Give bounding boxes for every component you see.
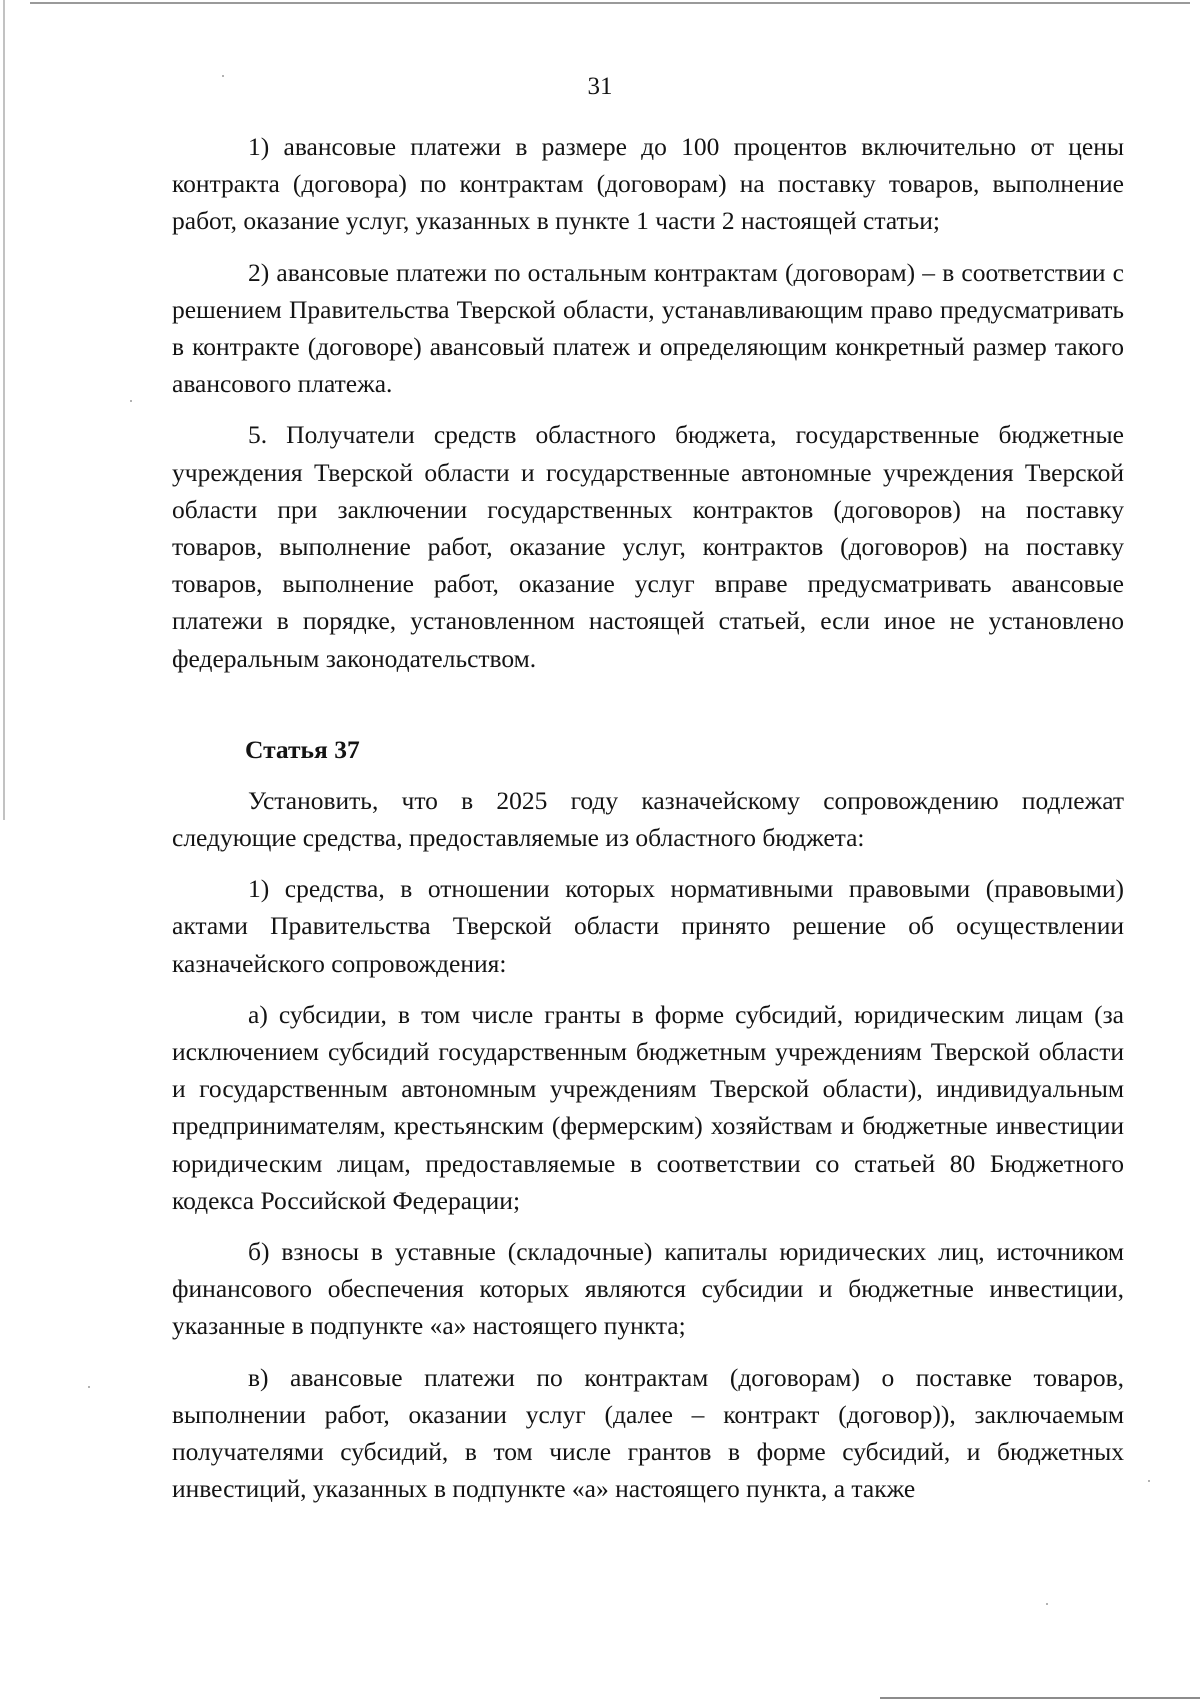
scan-edge-top: [30, 2, 1190, 4]
paragraph-subitem-v: в) авансовые платежи по контрактам (договорам) о поставке товаров, выполнении работ, оказании услуг (далее – контракт (договор)), заключаемым получателями субсидий, в том числе грантов в форме субсидий, и бюджетных инвестиций, указанных в подпункте «а» настоящего пункта, а также: [172, 1362, 1124, 1504]
scan-speck: [88, 1386, 90, 1388]
scan-speck: [1046, 1603, 1048, 1605]
scan-speck: [130, 400, 132, 402]
article-heading: Статья 37: [245, 734, 360, 764]
scan-edge-bottom: [880, 1697, 1200, 1699]
paragraph-point-5: 5. Получатели средств областного бюджета, государственные бюджетные учреждения Тверской области и государственные автономные учреждения Тверской области при заключении государственных контрактов (договоров) на поставку товаров, выполнение работ, оказание услуг, контрактов (договоров) на поставку товаров, выполнение работ, оказание услуг вправе предусматривать авансовые платежи в порядке, установленном настоящей статьей, если иное не установлено федеральным законодательством.: [172, 420, 1124, 673]
paragraph-item-1: 1) средства, в отношении которых нормативными правовыми (правовыми) актами Правительства Тверской области принято решение об осуществлении казначейского сопровождения:: [172, 874, 1124, 978]
page-number: 31: [587, 73, 613, 100]
paragraph-subitem-a: а) субсидии, в том числе гранты в форме субсидий, юридическим лицам (за исключением субсидий государственным бюджетным учреждениям Тверской области и государственным автономным учреждениям Тверской области), индивидуальным предпринимателям, крестьянским (фермерским) хозяйствам и бюджетные инвестиции юридическим лицам, предоставляемые в соответствии со статьей 80 Бюджетного кодекса Российской Федерации;: [172, 999, 1124, 1215]
scan-speck: [1148, 1480, 1150, 1482]
document-body: [172, 128, 1124, 1522]
paragraph-article-intro: Установить, что в 2025 году казначейскому сопровождению подлежат следующие средства, предоставляемые из областного бюджета:: [172, 785, 1124, 853]
scan-edge-left: [3, 0, 5, 820]
paragraph-advance-payment-100: 1) авансовые платежи в размере до 100 процентов включительно от цены контракта (договора) по контрактам (договорам) на поставку товаров, выполнение работ, оказание услуг, указанных в пункте 1 части 2 настоящей статьи;: [172, 132, 1124, 236]
paragraph-subitem-b: б) взносы в уставные (складочные) капиталы юридических лиц, источником финансового обеспечения которых являются субсидии и бюджетные инвестиции, указанные в подпункте «а» настоящего пункта;: [172, 1237, 1124, 1341]
paragraph-advance-payment-other: 2) авансовые платежи по остальным контрактам (договорам) – в соответствии с решением Правительства Тверской области, устанавливающим право предусматривать в контракте (договоре) авансовый платеж и определяющим конкретный размер такого авансового платежа.: [172, 257, 1124, 399]
